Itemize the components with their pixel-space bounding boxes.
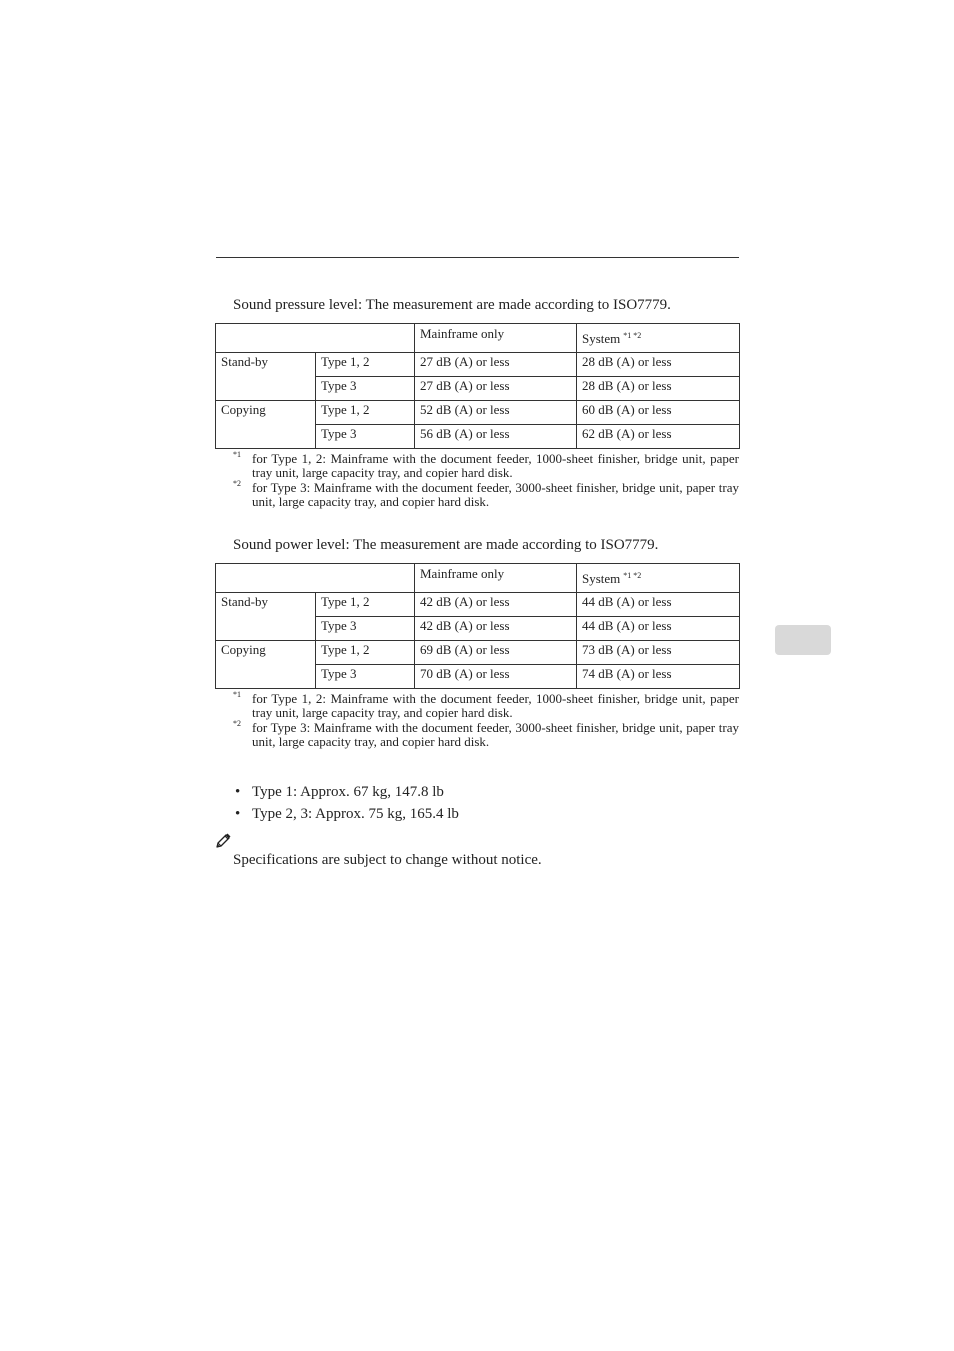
- table-header-row: [216, 324, 740, 353]
- note-text: Specifications are subject to change without notice.: [233, 852, 542, 868]
- type-cell: Type 3: [316, 377, 415, 401]
- system-value: 44 dB (A) or less: [577, 617, 740, 641]
- type-cell: Type 1, 2: [316, 353, 415, 377]
- system-value: 28 dB (A) or less: [577, 353, 740, 377]
- type-cell: Type 1, 2: [316, 593, 415, 617]
- type-cell: Type 3: [316, 617, 415, 641]
- footnote-text: for Type 3: Mainframe with the document feeder, 3000-sheet finisher, bridge unit, paper tray unit, large capacity tray, and copier hard disk.: [252, 720, 739, 749]
- mainframe-value: 27 dB (A) or less: [415, 353, 577, 377]
- header-system-footnote-marks: *1 *2: [623, 331, 642, 340]
- header-system: [577, 564, 740, 593]
- list-item: [233, 804, 459, 826]
- table-row: [216, 353, 740, 377]
- header-mainframe: Mainframe only: [415, 564, 577, 593]
- type-cell: Type 3: [316, 665, 415, 689]
- mainframe-value: 42 dB (A) or less: [415, 593, 577, 617]
- mainframe-value: 27 dB (A) or less: [415, 377, 577, 401]
- table-row: [216, 593, 740, 617]
- footnote-mark: *2: [233, 479, 241, 488]
- header-system-label: System: [582, 571, 621, 586]
- pencil-note-icon: [215, 832, 232, 849]
- sound-pressure-intro: Sound pressure level: The measurement are made according to ISO7779.: [233, 297, 671, 313]
- footnote-mark: *2: [233, 719, 241, 728]
- footnote-2: [233, 721, 739, 749]
- weight-list: [233, 782, 459, 826]
- header-mainframe: Mainframe only: [415, 324, 577, 353]
- footnote-text: for Type 1, 2: Mainframe with the document feeder, 1000-sheet finisher, bridge unit, paper tray unit, large capacity tray, and copier hard disk.: [252, 691, 739, 720]
- mainframe-value: 69 dB (A) or less: [415, 641, 577, 665]
- header-empty-cell: [216, 564, 415, 593]
- group-label: Copying: [216, 401, 316, 449]
- header-system-label: System: [582, 331, 621, 346]
- group-label: Copying: [216, 641, 316, 689]
- group-label: Stand-by: [216, 593, 316, 641]
- mainframe-value: 42 dB (A) or less: [415, 617, 577, 641]
- system-value: 28 dB (A) or less: [577, 377, 740, 401]
- type-cell: Type 1, 2: [316, 401, 415, 425]
- mainframe-value: 52 dB (A) or less: [415, 401, 577, 425]
- mainframe-value: 56 dB (A) or less: [415, 425, 577, 449]
- system-value: 62 dB (A) or less: [577, 425, 740, 449]
- footnote-text: for Type 3: Mainframe with the document feeder, 3000-sheet finisher, bridge unit, paper tray unit, large capacity tray, and copier hard disk.: [252, 480, 739, 509]
- chapter-tab: [775, 625, 831, 655]
- footnote-mark: *1: [233, 690, 241, 699]
- footnote-mark: *1: [233, 450, 241, 459]
- type-cell: Type 1, 2: [316, 641, 415, 665]
- system-value: 73 dB (A) or less: [577, 641, 740, 665]
- type-cell: Type 3: [316, 425, 415, 449]
- group-label: Stand-by: [216, 353, 316, 401]
- footnote-1: [233, 692, 739, 720]
- system-value: 60 dB (A) or less: [577, 401, 740, 425]
- table-row: [216, 401, 740, 425]
- sound-pressure-table: [215, 323, 740, 449]
- list-item-text: Type 1: Approx. 67 kg, 147.8 lb: [252, 784, 444, 800]
- footnote-1: [233, 452, 739, 480]
- table-row: [216, 641, 740, 665]
- list-item: [233, 782, 459, 804]
- footnote-2: [233, 481, 739, 509]
- header-rule: [216, 257, 739, 258]
- header-empty-cell: [216, 324, 415, 353]
- bullet-icon: •: [235, 784, 241, 800]
- header-system-footnote-marks: *1 *2: [623, 571, 642, 580]
- mainframe-value: 70 dB (A) or less: [415, 665, 577, 689]
- footnote-text: for Type 1, 2: Mainframe with the document feeder, 1000-sheet finisher, bridge unit, paper tray unit, large capacity tray, and copier hard disk.: [252, 451, 739, 480]
- sound-power-table: [215, 563, 740, 689]
- system-value: 74 dB (A) or less: [577, 665, 740, 689]
- header-system: [577, 324, 740, 353]
- table-header-row: [216, 564, 740, 593]
- system-value: 44 dB (A) or less: [577, 593, 740, 617]
- list-item-text: Type 2, 3: Approx. 75 kg, 165.4 lb: [252, 806, 459, 822]
- sound-power-intro: Sound power level: The measurement are made according to ISO7779.: [233, 537, 659, 553]
- bullet-icon: •: [235, 806, 241, 822]
